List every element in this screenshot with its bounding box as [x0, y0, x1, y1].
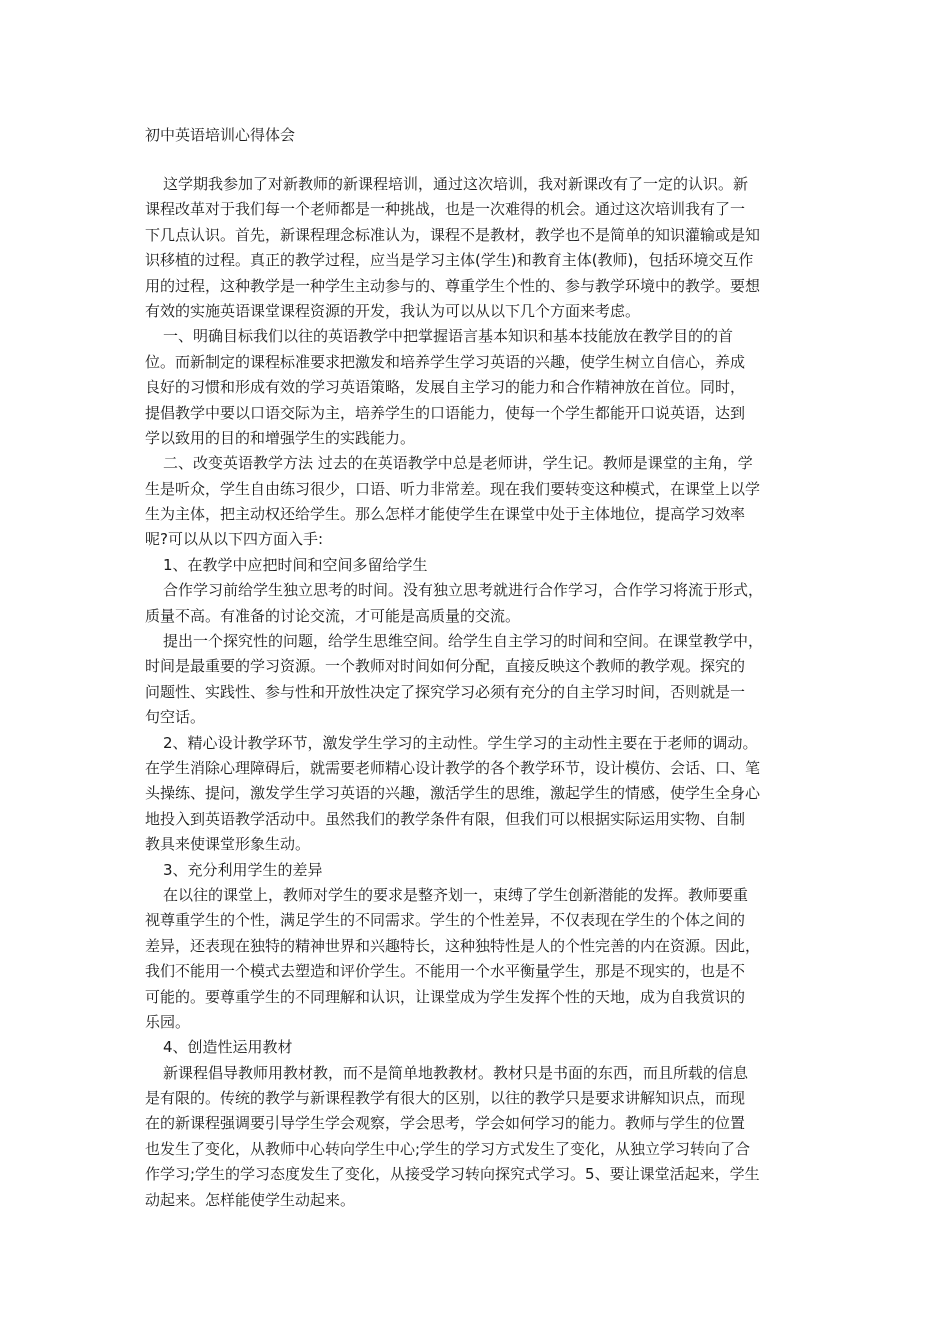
body-line: 在的新课程强调要引导学生学会观察，学会思考，学会如何学习的能力。教师与学生的位置: [145, 1114, 746, 1133]
body-line: 头操练、提问，激发学生学习英语的兴趣，激活学生的思维，激起学生的情感，使学生全身心: [145, 784, 761, 803]
body-line: 一、明确目标我们以往的英语教学中把掌握语言基本知识和基本技能放在教学目的的首: [163, 327, 734, 346]
body-line: 时间是最重要的学习资源。一个教师对时间如何分配，直接反映这个教师的教学观。探究的: [145, 657, 746, 676]
body-line: 在以往的课堂上，教师对学生的要求是整齐划一，束缚了学生创新潜能的发挥。教师要重: [163, 885, 749, 904]
body-line: 4、创造性运用教材: [163, 1038, 293, 1057]
document-body: [145, 172, 805, 1213]
body-line: 是有限的。传统的教学与新课程教学有很大的区别，以往的教学只是要求讲解知识点，而现: [145, 1089, 746, 1108]
body-line: 视尊重学生的个性，满足学生的不同需求。学生的个性差异，不仅表现在学生的个体之间的: [145, 911, 746, 930]
body-line: 新课程倡导教师用教材教，而不是简单地教教材。教材只是书面的东西，而且所载的信息: [163, 1063, 749, 1082]
body-line: 提出一个探究性的问题，给学生思维空间。给学生自主学习的时间和空间。在课堂教学中，: [163, 632, 764, 651]
body-line: 生是听众，学生自由练习很少，口语、听力非常差。现在我们要转变这种模式，在课堂上以学: [145, 479, 761, 498]
body-line: 生为主体，把主动权还给学生。那么怎样才能使学生在课堂中处于主体地位，提高学习效率: [145, 505, 746, 524]
body-line: 有效的实施英语课堂课程资源的开发，我认为可以从以下几个方面来考虑。: [145, 301, 641, 320]
document-title: 初中英语培训心得体会: [145, 126, 296, 144]
body-line: 位。而新制定的课程标准要求把激发和培养学生学习英语的兴趣，使学生树立自信心，养成: [145, 352, 746, 371]
body-line: 差异，还表现在独特的精神世界和兴趣特长，这种独特性是人的个性完善的内在资源。因此，: [145, 936, 761, 955]
body-line: 我们不能用一个模式去塑造和评价学生。不能用一个水平衡量学生，那是不现实的，也是不: [145, 962, 746, 981]
body-line: 教具来使课堂形象生动。: [145, 835, 311, 854]
body-line: 识移植的过程。真正的教学过程，应当是学习主体(学生)和教育主体(教师)，包括环境交互作: [145, 251, 754, 270]
body-line: 课程改革对于我们每一个老师都是一种挑战，也是一次难得的机会。通过这次培训我有了一: [145, 200, 746, 219]
body-line: 下几点认识。首先，新课程理念标准认为，课程不是教材，教学也不是简单的知识灌输或是知: [145, 225, 761, 244]
body-line: 在学生消除心理障碍后，就需要老师精心设计教学的各个教学环节，设计模仿、会话、口、笔: [145, 758, 761, 777]
body-line: 良好的习惯和形成有效的学习英语策略，发展自主学习的能力和合作精神放在首位。同时，: [145, 378, 746, 397]
body-line: 二、改变英语教学方法 过去的在英语教学中总是老师讲，学生记。教师是课堂的主角，学: [163, 454, 753, 473]
body-line: 动起来。怎样能使学生动起来。: [145, 1190, 356, 1209]
body-line: 1、在教学中应把时间和空间多留给学生: [163, 555, 428, 574]
body-line: 合作学习前给学生独立思考的时间。没有独立思考就进行合作学习，合作学习将流于形式，: [163, 581, 764, 600]
body-line: 作学习;学生的学习态度发生了变化，从接受学习转向探究式学习。5、要让课堂活起来，学生: [145, 1165, 760, 1184]
body-line: 用的过程，这种教学是一种学生主动参与的、尊重学生个性的、参与教学环境中的教学。要想: [145, 276, 761, 295]
body-line: 地投入到英语教学活动中。虽然我们的教学条件有限，但我们可以根据实际运用实物、自制: [145, 809, 746, 828]
body-line: 句空话。: [145, 708, 206, 727]
body-line: 这学期我参加了对新教师的新课程培训，通过这次培训，我对新课改有了一定的认识。新: [163, 175, 749, 193]
body-line: 可能的。要尊重学生的不同理解和认识，让课堂成为学生发挥个性的天地，成为自我赏识的: [145, 987, 746, 1006]
body-line: 学以致用的目的和增强学生的实践能力。: [145, 428, 416, 447]
body-line: 乐园。: [145, 1012, 191, 1031]
body-line: 也发生了变化，从教师中心转向学生中心;学生的学习方式发生了变化，从独立学习转向了合: [145, 1139, 751, 1158]
body-line: 质量不高。有准备的讨论交流，才可能是高质量的交流。: [145, 606, 521, 625]
body-line: 提倡教学中要以口语交际为主，培养学生的口语能力，使每一个学生都能开口说英语，达到: [145, 403, 746, 422]
body-line: 问题性、实践性、参与性和开放性决定了探究学习必须有充分的自主学习时间，否则就是一: [145, 682, 746, 701]
body-line: 2、精心设计教学环节，激发学生学习的主动性。学生学习的主动性主要在于老师的调动。: [163, 733, 758, 752]
body-line: 呢?可以从以下四方面入手:: [145, 530, 324, 549]
body-line: 3、充分利用学生的差异: [163, 860, 323, 879]
